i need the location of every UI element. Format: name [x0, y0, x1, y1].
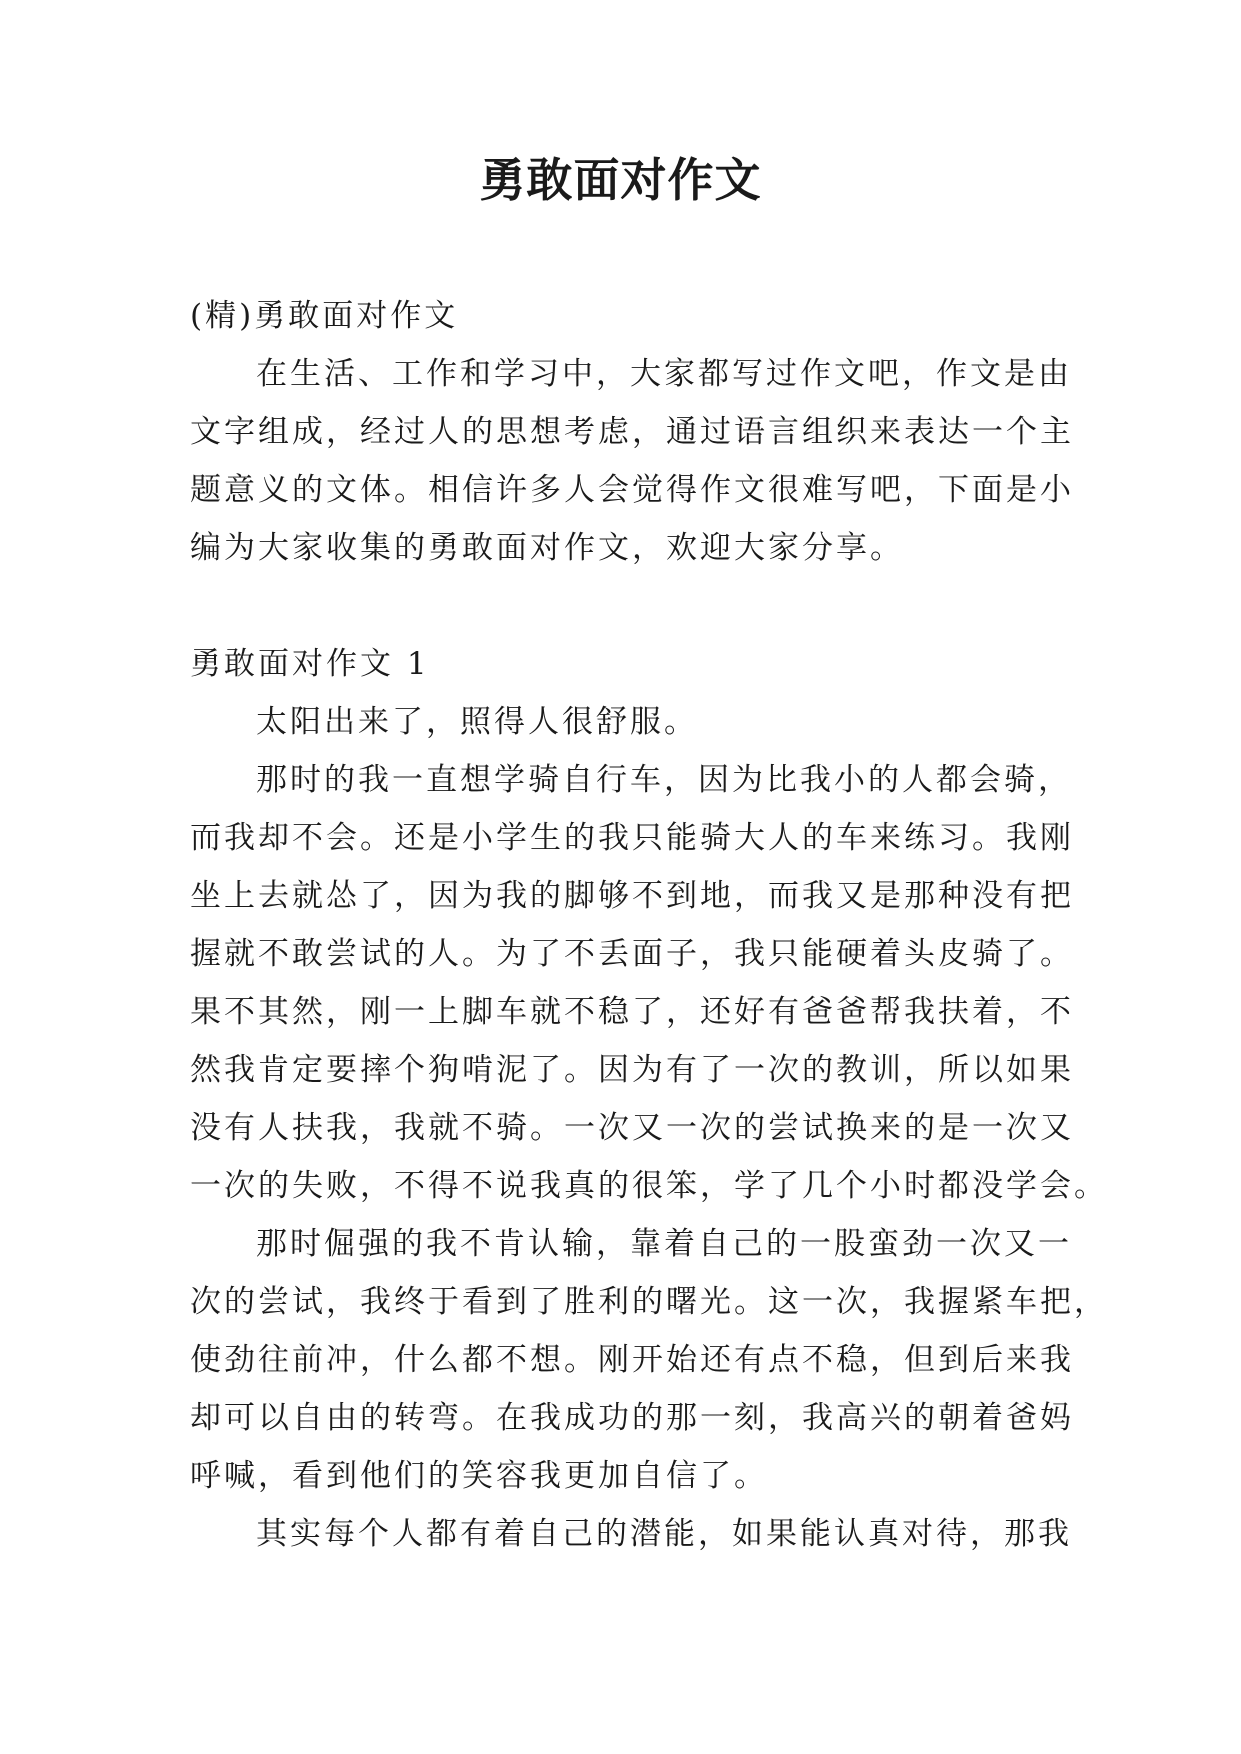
body-line: 其实每个人都有着自己的潜能，如果能认真对待，那我 — [256, 1516, 1072, 1552]
body-line: 然我肯定要摔个狗啃泥了。因为有了一次的教训，所以如果 — [190, 1052, 1074, 1088]
section-heading: 勇敢面对作文 1 — [190, 646, 430, 682]
body-line: 握就不敢尝试的人。为了不丢面子，我只能硬着头皮骑了。 — [190, 936, 1074, 972]
body-line: 使劲往前冲，什么都不想。刚开始还有点不稳，但到后来我 — [190, 1342, 1074, 1378]
body-line: 没有人扶我，我就不骑。一次又一次的尝试换来的是一次又 — [190, 1110, 1074, 1146]
body-line: 那时倔强的我不肯认输，靠着自己的一股蛮劲一次又一 — [256, 1226, 1072, 1262]
intro-line: 在生活、工作和学习中，大家都写过作文吧，作文是由 — [256, 356, 1072, 392]
intro-line: 题意义的文体。相信许多人会觉得作文很难写吧，下面是小 — [190, 472, 1074, 508]
body-line: 果不其然，刚一上脚车就不稳了，还好有爸爸帮我扶着，不 — [190, 994, 1074, 1030]
body-line: 一次的失败，不得不说我真的很笨，学了几个小时都没学会。 — [190, 1168, 1108, 1204]
paragraph-spacer — [190, 577, 1050, 635]
document-subtitle: (精)勇敢面对作文 — [190, 298, 459, 334]
document-body — [190, 287, 1108, 1563]
body-line: 却可以自由的转弯。在我成功的那一刻，我高兴的朝着爸妈 — [190, 1400, 1074, 1436]
intro-line: 编为大家收集的勇敢面对作文，欢迎大家分享。 — [190, 530, 904, 566]
body-line: 太阳出来了，照得人很舒服。 — [256, 704, 698, 740]
body-line: 而我却不会。还是小学生的我只能骑大人的车来练习。我刚 — [190, 820, 1074, 856]
body-line: 那时的我一直想学骑自行车，因为比我小的人都会骑， — [256, 762, 1072, 798]
document-title: 勇敢面对作文 — [479, 153, 762, 207]
body-line: 坐上去就怂了，因为我的脚够不到地，而我又是那种没有把 — [190, 878, 1074, 914]
body-line: 次的尝试，我终于看到了胜利的曙光。这一次，我握紧车把， — [190, 1284, 1108, 1320]
intro-line: 文字组成，经过人的思想考虑，通过语言组织来表达一个主 — [190, 414, 1074, 450]
body-line: 呼喊，看到他们的笑容我更加自信了。 — [190, 1458, 768, 1494]
